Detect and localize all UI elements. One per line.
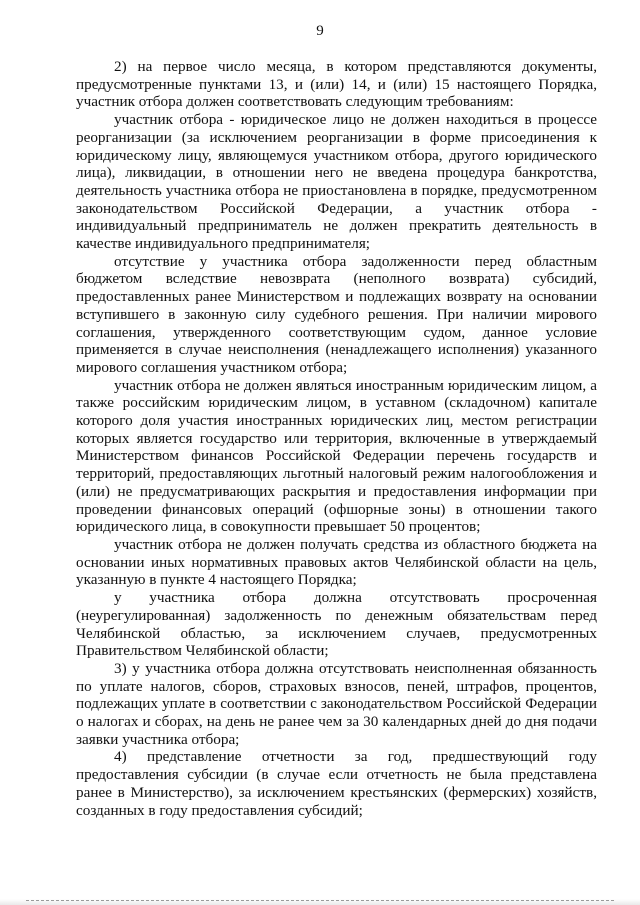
paragraph-item-3-taxes: 3) у участника отбора должна отсутствовать неисполненная обязанность по уплате налогов, сборов, страховых взносов, пеней, штрафов, процентов, подлежащих уплате в соответствии с законодательством Российской Федерации о налогах и сборах, на день не ранее чем за 30 календарных дней до дня подачи заявки участника отбора; bbox=[76, 659, 597, 748]
paragraph-other-funds: участник отбора не должен получать средства из областного бюджета на основании иных нормативных правовых актов Челябинской области на цель, указанную в пункте 4 настоящего Порядка; bbox=[76, 535, 597, 589]
document-body bbox=[76, 58, 597, 819]
paragraph-item-4-reporting: 4) представление отчетности за год, предшествующий году предоставления субсидии (в случае если отчетность не была представлена ранее в Министерство), за исключением крестьянских (фермерских) хозяйств, созданных в году предоставления субсидий; bbox=[76, 748, 597, 819]
paragraph-budget-debt: отсутствие у участника отбора задолженности перед областным бюджетом вследствие невозврата (неполного возврата) субсидий, предоставленных ранее Министерством и подлежащих возврату на основании вступившего в законную силу судебного решения. При наличии мирового соглашения, утвержденного соответствующим судом, данное условие применяется в случае неисполнения (ненадлежащего исполнения) указанного мирового соглашения участником отбора; bbox=[76, 252, 597, 376]
paragraph-foreign-entity: участник отбора не должен являться иностранным юридическим лицом, а также российским юридическим лицом, в уставном (складочном) капитале которого доля участия иностранных юридических лиц, местом регистрации которых является государство или территория, включенные в утверждаемый Министерством финансов Российской Федерации перечень государств и территорий, предоставляющих льготный налоговый режим налогообложения и (или) не предусматривающих раскрытия и предоставления информации при проведении финансовых операций (офшорные зоны) в отношении такого юридического лица, в совокупности превышает 50 процентов; bbox=[76, 376, 597, 536]
page-number: 9 bbox=[316, 23, 324, 39]
scan-bottom-line bbox=[26, 900, 614, 901]
paragraph-overdue-debt: у участника отбора должна отсутствовать просроченная (неурегулированная) задолженность по денежным обязательствам перед Челябинской областью, за исключением случаев, предусмотренных Правительством Челябинской области; bbox=[76, 589, 597, 660]
paragraph-reorganization: участник отбора - юридическое лицо не должен находиться в процессе реорганизации (за исключением реорганизации в форме присоединения к юридическому лицу, являющемуся участником отбора, другого юридического лица), ликвидации, в отношении него не введена процедура банкротства, деятельность участника отбора не приостановлена в порядке, предусмотренном законодательством Российской Федерации, а участник отбора - индивидуальный предприниматель не должен прекратить деятельность в качестве индивидуального предпринимателя; bbox=[76, 111, 597, 253]
paragraph-item-2-requirements: 2) на первое число месяца, в котором представляются документы, предусмотренные пунктами 13, и (или) 14, и (или) 15 настоящего Порядка, участник отбора должен соответствовать следующим требованиям: bbox=[76, 58, 597, 111]
